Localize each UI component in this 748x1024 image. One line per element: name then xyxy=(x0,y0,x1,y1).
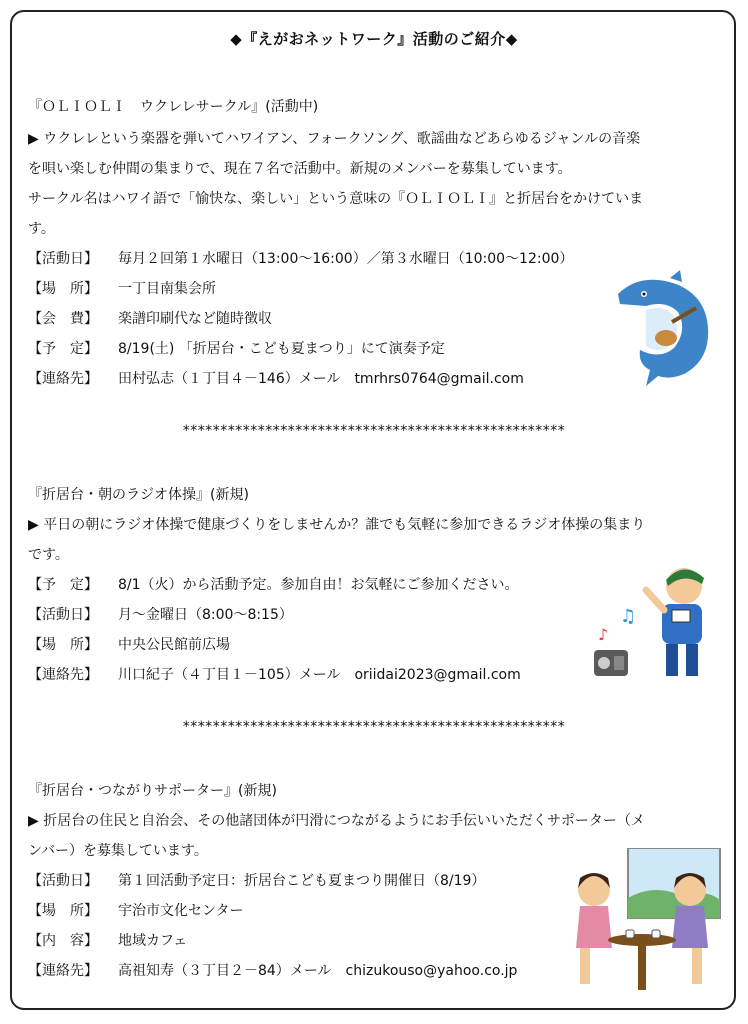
section-heading-supporter: 『折居台・つながりサポーター』(新規) xyxy=(28,783,277,799)
info-row xyxy=(28,338,445,358)
info-key: 【会 費】 xyxy=(28,311,98,327)
info-key: 【活動日】 xyxy=(28,251,98,267)
info-key: 【場 所】 xyxy=(28,281,98,297)
svg-text:♪: ♪ xyxy=(598,625,609,644)
section-heading-radio-exercise: 『折居台・朝のラジオ体操』(新規) xyxy=(28,487,249,503)
section-desc-line: です。 xyxy=(28,547,69,563)
info-value: 月～金曜日（8:00～8:15） xyxy=(118,607,293,623)
section-desc-line: を唄い楽しむ仲間の集まりで、現在７名で活動中。新規のメンバーを募集しています。 xyxy=(28,161,572,177)
cafe-chat-illustration xyxy=(566,848,726,996)
section-desc-line: ▶ ウクレレという楽器を弾いてハワイアン、フォークソング、歌謡曲などあらゆるジャンルの音楽 xyxy=(28,131,641,147)
dolphin-ukulele-illustration xyxy=(610,270,726,388)
info-row xyxy=(28,278,216,298)
info-value: 田村弘志（１丁目４－146）メール tmrhrs0764@gmail.com xyxy=(118,371,524,387)
info-key: 【場 所】 xyxy=(28,903,98,919)
svg-text:♫: ♫ xyxy=(620,606,637,627)
info-value: 地域カフェ xyxy=(118,933,188,949)
info-key: 【活動日】 xyxy=(28,873,98,889)
info-key: 【場 所】 xyxy=(28,637,98,653)
info-key: 【連絡先】 xyxy=(28,371,98,387)
info-row xyxy=(28,368,524,388)
radio-exercise-illustration xyxy=(590,560,718,684)
section-desc-line: サークル名はハワイ語で「愉快な、楽しい」という意味の『ＯＬＩＯＬＩ』と折居台をかけていま xyxy=(28,191,644,207)
info-value: 毎月２回第１水曜日（13:00～16:00）／第３水曜日（10:00～12:00） xyxy=(118,251,574,267)
info-row xyxy=(28,308,272,328)
section-desc-line: ▶ 平日の朝にラジオ体操で健康づくりをしませんか？誰でも気軽に参加できるラジオ体操の集まり xyxy=(28,517,646,533)
info-value: 宇治市文化センター xyxy=(118,903,244,919)
info-key: 【内 容】 xyxy=(28,933,98,949)
info-row xyxy=(28,248,573,268)
info-row xyxy=(28,634,230,654)
info-row xyxy=(28,930,187,950)
info-row xyxy=(28,870,485,890)
info-row xyxy=(28,900,243,920)
info-value: 楽譜印刷代など随時徴収 xyxy=(118,311,272,327)
info-value: 8/1（火）から活動予定。参加自由！お気軽にご参加ください。 xyxy=(118,577,519,593)
info-value: 川口紀子（４丁目１－105）メール oriidai2023@gmail.com xyxy=(118,667,521,683)
info-key: 【連絡先】 xyxy=(28,667,98,683)
info-key: 【連絡先】 xyxy=(28,963,98,979)
info-key: 【予 定】 xyxy=(28,577,98,593)
info-value: 一丁目南集会所 xyxy=(118,281,216,297)
section-heading-ukulele: 『ＯＬＩＯＬＩ ウクレレサークル』(活動中) xyxy=(28,99,319,115)
section-separator: *************************************************** xyxy=(182,719,566,735)
info-row xyxy=(28,960,517,980)
info-value: 第１回活動予定日：折居台こども夏まつり開催日（8/19） xyxy=(118,873,486,889)
section-desc-line: ンバー）を募集しています。 xyxy=(28,843,208,859)
info-row xyxy=(28,604,293,624)
page-title: ◆『えがおネットワーク』活動のご紹介◆ xyxy=(230,30,518,48)
info-value: 8/19(土) 「折居台・こども夏まつり」にて演奏予定 xyxy=(118,341,445,357)
info-key: 【予 定】 xyxy=(28,341,98,357)
info-value: 中央公民館前広場 xyxy=(118,637,230,653)
info-key: 【活動日】 xyxy=(28,607,98,623)
info-row xyxy=(28,574,519,594)
section-desc-line: ▶ 折居台の住民と自治会、その他諸団体が円滑につながるようにお手伝いいただくサポーター（メ xyxy=(28,813,645,829)
section-desc-line: す。 xyxy=(28,221,55,237)
section-separator: *************************************************** xyxy=(182,423,566,439)
info-row xyxy=(28,664,521,684)
info-value: 高祖知寿（３丁目２－84）メール chizukouso@yahoo.co.jp xyxy=(118,963,518,979)
